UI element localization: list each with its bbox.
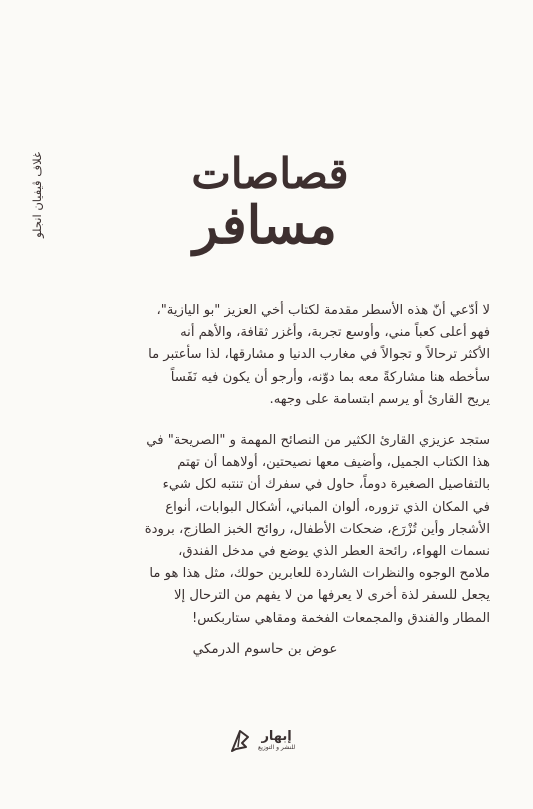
paragraph-line: الأشجار وأين تُزْرَع، ضحكات الأطفال، روائح الخبز الطازج، برودة <box>144 521 490 537</box>
paragraph-line: سأخطه هنا مشاركةً معه بما دوّنه، وأرجو أن يكون فيه نَفَساً <box>170 369 490 385</box>
book-title-line2: مسافر <box>193 195 337 256</box>
paragraph-line: بالتفاصيل الصغيرة دوماً، حاول في سفرك أن تنتبه لكل شيء <box>162 477 490 493</box>
intro-paragraph-2 <box>42 430 490 630</box>
paragraph-line: يجعل للسفر لذة أخرى لا يعرفها من لا يفهم من الترحال إلا <box>173 588 490 604</box>
publisher-logo <box>228 716 306 766</box>
paragraph-line: فهو أعلى كعباً مني، وأوسع تجربة، وأغزر ثقافة، والأهم أنه <box>180 325 490 341</box>
paragraph-line: لا أدّعي أنّ هذه الأسطر مقدمة لكتاب أخي العزيز "بو اليازية"، <box>156 303 490 318</box>
paragraph-line: هذا الكتاب الجميل، وأُضيف معها نصيحتين، أولاهما أن تهتم <box>177 455 490 471</box>
paragraph-line: يريح القارئ أو يرسم ابتسامة على وجهه. <box>269 391 490 407</box>
book-title-line1: قصاصات <box>191 149 349 198</box>
book-title <box>150 148 380 268</box>
paragraph-line: ستجد عزيزي القارئ الكثير من النصائح المهمة و "الصريحة" في <box>146 433 490 448</box>
publisher-tagline: للنشر و التوزيع <box>258 744 296 751</box>
cover-design-credit: غلاف ڤيفيان انجلو <box>30 152 44 238</box>
paragraph-line: الأكثر ترحالاً و تجوالاً في مغارب الدنيا و مشارقها، لذا سأعتبر ما <box>148 347 490 363</box>
paragraph-line: نسمات الهواء، رائحة العطر الذي يوضع في مدخل الفندق، <box>178 544 490 560</box>
publisher-text <box>258 730 295 752</box>
paragraph-line: المطار والفندق والمجمعات الفخمة ومقاهي ستاربكس! <box>191 610 490 626</box>
paragraph-line: في المكان الذي تزوره، ألوان المباني، أشكال البوابات، أنواع <box>165 499 490 515</box>
feather-icon <box>228 727 252 755</box>
intro-paragraph-1 <box>42 300 490 411</box>
author-name: عوض بن حاسوم الدرمكي <box>192 641 338 657</box>
paragraph-line: ملامح الوجوه والنظرات الشاردة للعابرين حولك، مثل هذا هو ما <box>149 566 490 582</box>
publisher-name: إبهار <box>261 729 292 744</box>
